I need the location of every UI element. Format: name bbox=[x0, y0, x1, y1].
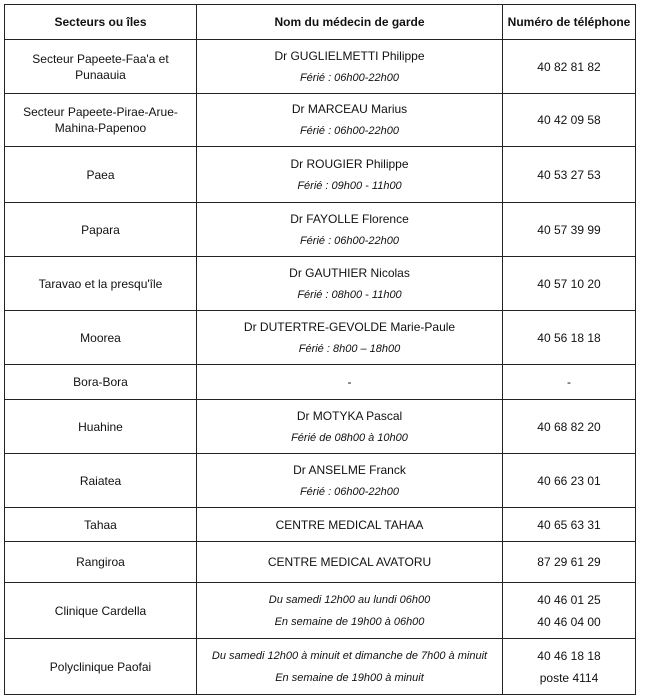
phone-cell: 40 65 63 31 bbox=[503, 508, 636, 542]
table-row bbox=[5, 257, 636, 311]
schedule-text: Du samedi 12h00 au lundi 06h00 bbox=[268, 593, 431, 606]
doctor-name: Dr DUTERTRE-GEVOLDE Marie-Paule bbox=[243, 319, 456, 334]
table-row bbox=[5, 147, 636, 203]
doctor-cell bbox=[197, 147, 503, 203]
doctor-name: Dr GUGLIELMETTI Philippe bbox=[274, 48, 425, 63]
table-row bbox=[5, 40, 636, 94]
schedule-text: Férié : 06h00-22h00 bbox=[299, 485, 400, 498]
phone-cell: 40 42 09 58 bbox=[503, 94, 636, 147]
table-row bbox=[5, 583, 636, 639]
table-row bbox=[5, 639, 636, 695]
schedule-text: Férié : 06h00-22h00 bbox=[299, 234, 400, 247]
sector-cell: Rangiroa bbox=[5, 542, 197, 583]
doctor-cell bbox=[197, 94, 503, 147]
on-call-table bbox=[4, 4, 636, 695]
schedule-text: Férié : 8h00 – 18h00 bbox=[298, 342, 401, 355]
schedule-text: Férié : 09h00 - 11h00 bbox=[297, 179, 402, 192]
doctor-name: Dr GAUTHIER Nicolas bbox=[289, 265, 410, 280]
doctor-cell: CENTRE MEDICAL AVATORU bbox=[197, 542, 503, 583]
sector-cell: Tahaa bbox=[5, 508, 197, 542]
phone-cell: 40 66 23 01 bbox=[503, 454, 636, 508]
table-row bbox=[5, 542, 636, 583]
phone-cell: 40 57 39 99 bbox=[503, 203, 636, 257]
doctor-name: Dr ANSELME Franck bbox=[293, 462, 406, 477]
table-row bbox=[5, 454, 636, 508]
doctor-cell: - bbox=[197, 365, 503, 400]
doctor-cell bbox=[197, 400, 503, 454]
doctor-cell: CENTRE MEDICAL TAHAA bbox=[197, 508, 503, 542]
doctor-cell bbox=[197, 454, 503, 508]
doctor-cell bbox=[197, 583, 503, 639]
doctor-name: Dr ROUGIER Philippe bbox=[290, 156, 409, 171]
sector-cell: Secteur Papeete-Faa'a et Punaauia bbox=[5, 40, 197, 94]
sector-cell: Moorea bbox=[5, 311, 197, 365]
sector-cell: Secteur Papeete-Pirae-Arue-Mahina-Papenoo bbox=[5, 94, 197, 147]
sector-cell: Huahine bbox=[5, 400, 197, 454]
sector-cell: Bora-Bora bbox=[5, 365, 197, 400]
schedule-text: Férié : 06h00-22h00 bbox=[299, 71, 400, 84]
header-phone: Numéro de téléphone bbox=[503, 5, 636, 40]
sector-cell: Papara bbox=[5, 203, 197, 257]
phone-cell: 40 56 18 18 bbox=[503, 311, 636, 365]
phone-number: 40 46 18 18 bbox=[537, 648, 601, 663]
schedule-text-2: En semaine de 19h00 à minuit bbox=[275, 671, 424, 684]
doctor-name: Dr FAYOLLE Florence bbox=[290, 211, 409, 226]
sector-cell: Raiatea bbox=[5, 454, 197, 508]
schedule-text: Du samedi 12h00 à minuit et dimanche de 7h00 à minuit bbox=[211, 649, 488, 662]
header-row bbox=[5, 5, 636, 40]
sector-cell: Taravao et la presqu'île bbox=[5, 257, 197, 311]
header-doctor: Nom du médecin de garde bbox=[197, 5, 503, 40]
phone-cell: 40 57 10 20 bbox=[503, 257, 636, 311]
sector-cell: Paea bbox=[5, 147, 197, 203]
sector-cell: Polyclinique Paofai bbox=[5, 639, 197, 695]
table-row bbox=[5, 508, 636, 542]
sector-cell: Clinique Cardella bbox=[5, 583, 197, 639]
phone-cell: 87 29 61 29 bbox=[503, 542, 636, 583]
schedule-text-2: En semaine de 19h00 à 06h00 bbox=[274, 615, 425, 628]
phone-number-2: poste 4114 bbox=[539, 670, 599, 685]
schedule-text: Férié : 06h00-22h00 bbox=[299, 125, 400, 137]
doctor-cell bbox=[197, 257, 503, 311]
table-row bbox=[5, 203, 636, 257]
doctor-name: Dr MARCEAU Marius bbox=[291, 102, 408, 116]
phone-cell: 40 53 27 53 bbox=[503, 147, 636, 203]
doctor-name: Dr MOTYKA Pascal bbox=[296, 408, 403, 423]
doctor-cell bbox=[197, 40, 503, 94]
table-row bbox=[5, 365, 636, 400]
phone-number-2: 40 46 04 00 bbox=[537, 614, 601, 629]
doctor-cell bbox=[197, 639, 503, 695]
phone-cell: 40 82 81 82 bbox=[503, 40, 636, 94]
doctor-cell bbox=[197, 203, 503, 257]
header-sector: Secteurs ou îles bbox=[5, 5, 197, 40]
doctor-cell bbox=[197, 311, 503, 365]
phone-cell bbox=[503, 583, 636, 639]
schedule-text: Férié : 08h00 - 11h00 bbox=[297, 288, 402, 301]
phone-cell bbox=[503, 639, 636, 695]
table-row bbox=[5, 400, 636, 454]
table-row bbox=[5, 311, 636, 365]
phone-number: 40 46 01 25 bbox=[537, 592, 601, 607]
phone-cell: 40 68 82 20 bbox=[503, 400, 636, 454]
phone-cell: - bbox=[503, 365, 636, 400]
table-row bbox=[5, 94, 636, 147]
schedule-text: Férié de 08h00 à 10h00 bbox=[291, 431, 408, 444]
